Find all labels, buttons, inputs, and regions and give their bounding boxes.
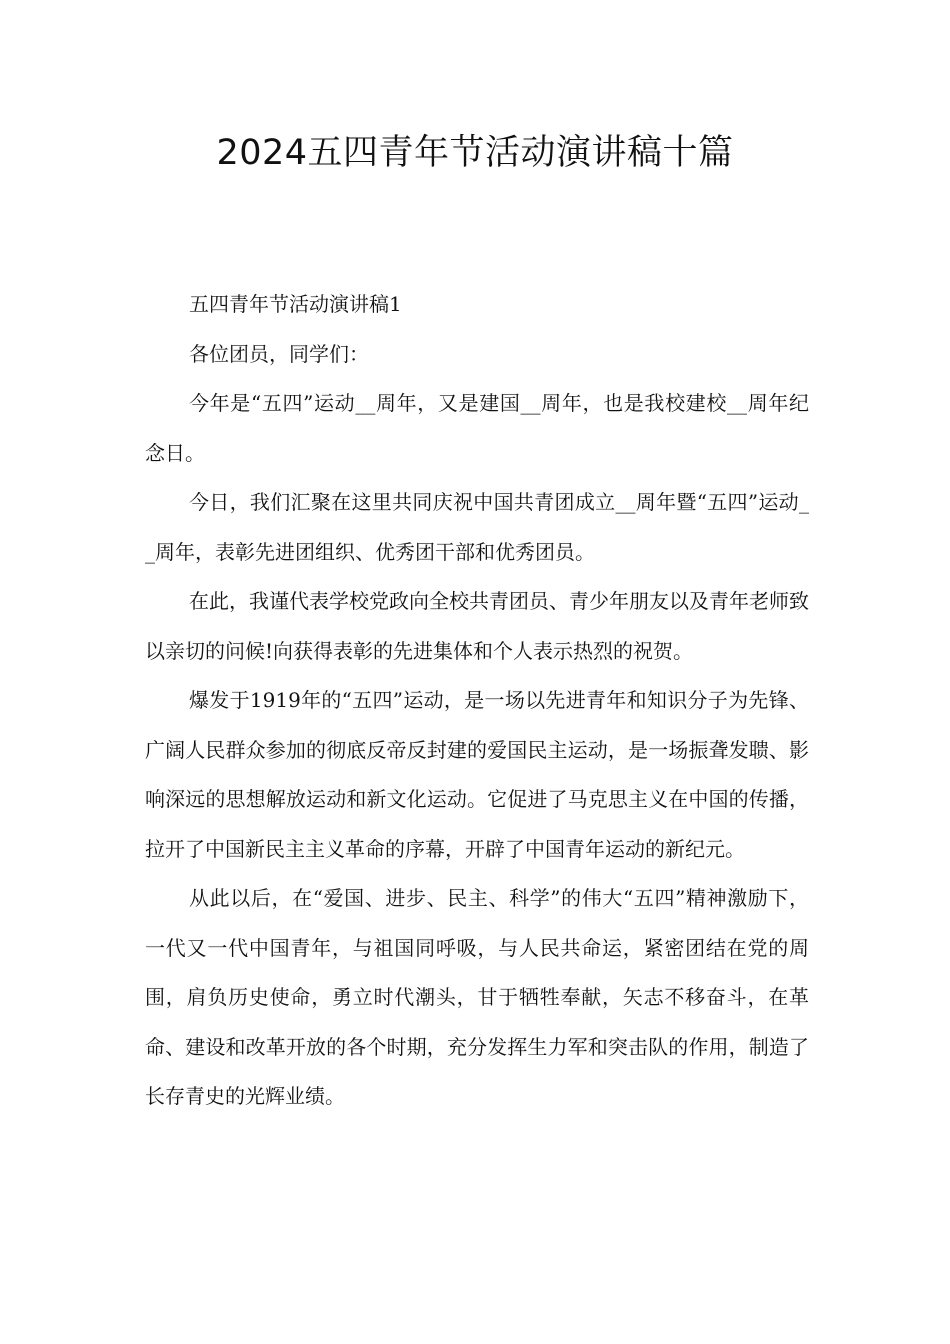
paragraph-salutation: 各位团员，同学们： bbox=[189, 341, 369, 366]
paragraph: 在此，我谨代表学校党政向全校共青团员、青少年朋友以及青年老师致以亲切的问候!向获得表彰的先进集体和个人表示热烈的祝贺。 bbox=[145, 589, 809, 663]
document-body bbox=[145, 280, 809, 1122]
paragraph: 从此以后，在“爱国、进步、民主、科学”的伟大“五四”精神激励下，一代又一代中国青年，与祖国同呼吸，与人民共命运，紧密团结在党的周围，肩负历史使命，勇立时代潮头，甘于牺牲奉献，矢志不移奋斗，在革命、建设和改革开放的各个时期，充分发挥生力军和突击队的作用，制造了长存青史的光辉业绩。 bbox=[145, 886, 809, 1108]
document-title: 2024五四青年节活动演讲稿十篇 bbox=[216, 133, 734, 173]
paragraph: 今年是“五四”运动__周年，又是建国__周年，也是我校建校__周年纪念日。 bbox=[145, 391, 809, 465]
paragraph: 今日，我们汇聚在这里共同庆祝中国共青团成立__周年暨“五四”运动__周年，表彰先进团组织、优秀团干部和优秀团员。 bbox=[145, 490, 809, 564]
paragraph: 爆发于1919年的“五四”运动，是一场以先进青年和知识分子为先锋、广阔人民群众参加的彻底反帝反封建的爱国民主运动，是一场振聋发聩、影响深远的思想解放运动和新文化运动。它促进了马克思主义在中国的传播，拉开了中国新民主主义革命的序幕，开辟了中国青年运动的新纪元。 bbox=[145, 688, 809, 861]
paragraph-heading: 五四青年节活动演讲稿1 bbox=[189, 292, 402, 316]
